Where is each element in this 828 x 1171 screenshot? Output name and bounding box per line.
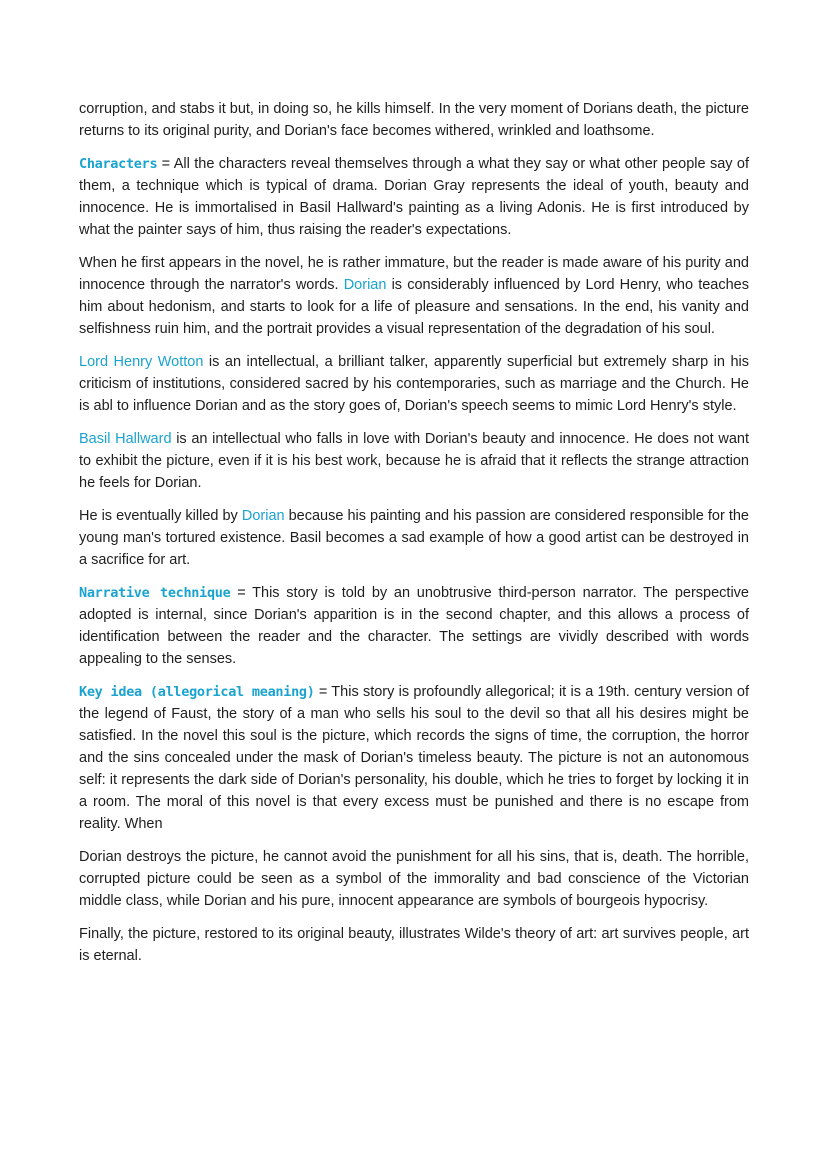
paragraph-conclusion [79, 923, 749, 967]
paragraph-text: is an intellectual, a brilliant talker, apparently superficial but extremely sharp in his criticism of institutions, considered sacred by his contemporaries, such as marriage and the Church. He is abl to influence Dorian and as the story goes of, Dorian's speech seems to mimic Lord Henry's style. [79, 354, 749, 414]
section-heading-key-idea: Key idea (allegorical meaning) [79, 684, 315, 700]
paragraph-text: is considerably influenced by Lord Henry, who teaches him about hedonism, and starts to look for a life of pleasure and sensations. In the end, his vanity and selfishness ruin him, and the portrait provides a visual representation of the degradation of his soul. [79, 277, 749, 337]
character-name-lord-henry: Lord Henry Wotton [79, 354, 204, 370]
paragraph-characters [79, 153, 749, 241]
paragraph-punishment [79, 846, 749, 912]
paragraph-dorian-development [79, 252, 749, 340]
paragraph-text: Dorian destroys the picture, he cannot avoid the punishment for all his sins, that is, death. The horrible, corrupted picture could be seen as a symbol of the immorality and bad conscience of the Victorian middle class, while Dorian and his pure, innocent appearance are symbols of bourgeois hypocrisy. [79, 849, 749, 909]
paragraph-text: Finally, the picture, restored to its original beauty, illustrates Wilde's theory of art: art survives people, art is eternal. [79, 926, 749, 964]
paragraph-text: He is eventually killed by [79, 508, 242, 524]
paragraph-text: corruption, and stabs it but, in doing so, he kills himself. In the very moment of Dorians death, the picture returns to its original purity, and Dorian's face becomes withered, wrinkled and loathsome. [79, 101, 749, 139]
paragraph-lord-henry [79, 351, 749, 417]
paragraph-text: because his painting and his passion are considered responsible for the young man's tortured existence. Basil becomes a sad example of how a good artist can be destroyed in a sacrifice for art. [79, 508, 749, 568]
paragraph-text: When he first appears in the novel, he is rather immature, but the reader is made aware of his purity and innocence through the narrator's words. [79, 255, 749, 293]
paragraph-plot-ending [79, 98, 749, 142]
section-heading-narrative-technique: Narrative technique [79, 585, 231, 601]
paragraph-basil-death [79, 505, 749, 571]
character-name-basil-hallward: Basil Hallward [79, 431, 172, 447]
paragraph-basil-hallward [79, 428, 749, 494]
character-name-dorian: Dorian [241, 508, 285, 524]
paragraph-text: = All the characters reveal themselves through a what they say or what other people say of them, a technique which is typical of drama. Dorian Gray represents the ideal of youth, beauty and innocence. He is immortalised in Basil Hallward's painting as a living Adonis. He is first introduced by what the painter says of him, thus raising the reader's expectations. [79, 156, 749, 238]
section-heading-characters: Characters [79, 156, 158, 172]
paragraph-text: = This story is profoundly allegorical; it is a 19th. century version of the legend of Faust, the story of a man who sells his soul to the devil so that all his desires might be satisfied. In the novel this soul is the picture, which records the signs of time, the corruption, the horror and the sins concealed under the mask of Dorian's timeless beauty. The picture is not an autonomous self: it represents the dark side of Dorian's personality, his double, which he tries to forget by locking it in a room. The moral of this novel is that every excess must be punished and there is no escape from reality. When [79, 684, 749, 832]
document-page [79, 98, 749, 978]
character-name-dorian: Dorian [343, 277, 387, 293]
paragraph-key-idea [79, 681, 749, 835]
paragraph-narrative-technique [79, 582, 749, 670]
paragraph-text: is an intellectual who falls in love with Dorian's beauty and innocence. He does not want to exhibit the picture, even if it is his best work, because he is afraid that it reflects the strange attraction he feels for Dorian. [79, 431, 749, 491]
paragraph-text: = This story is told by an unobtrusive third-person narrator. The perspective adopted is internal, since Dorian's apparition is in the second chapter, and this allows a process of identification between the reader and the character. The settings are vividly described with words appealing to the senses. [79, 585, 749, 667]
